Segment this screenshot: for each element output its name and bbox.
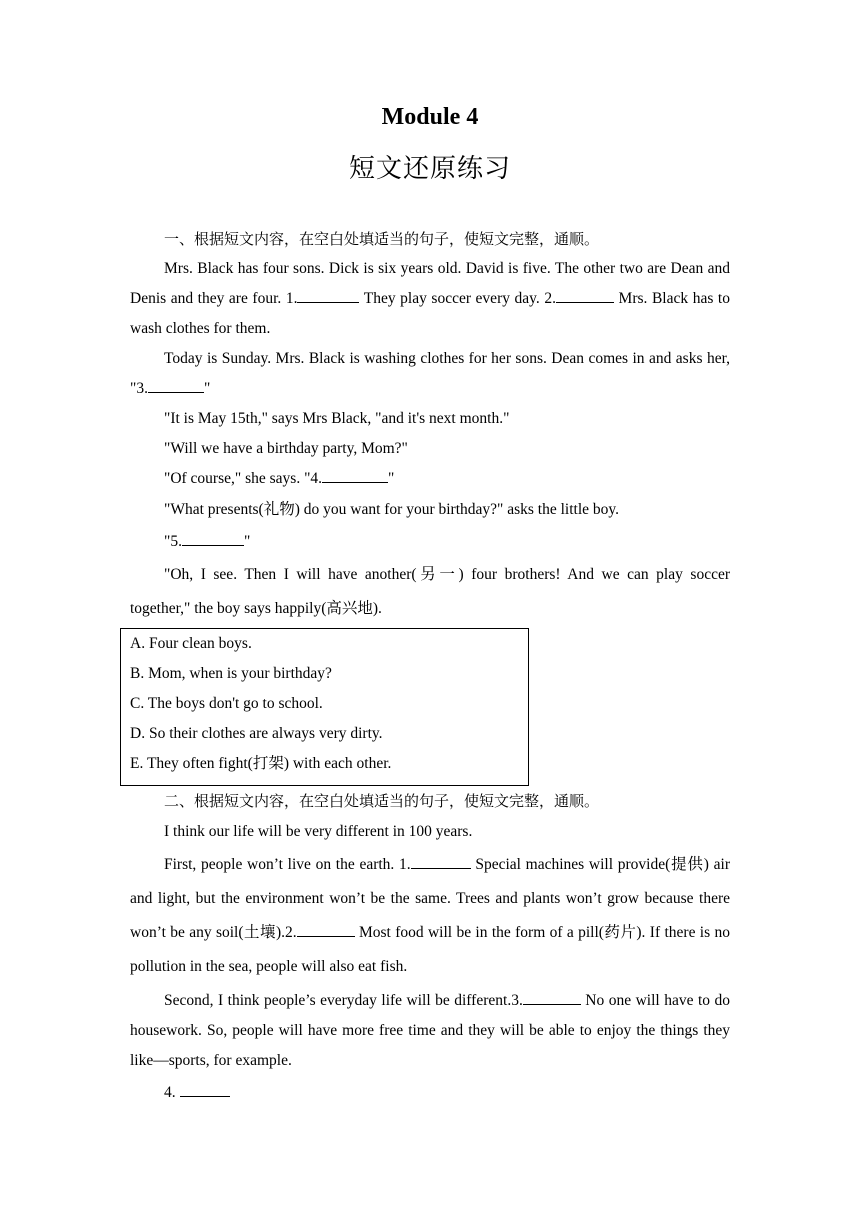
section2-paragraph-2: First, people won’t live on the earth. 1. Special machines will provide(提供) air and light, but the environment won’t be the same. Trees and plants won’t grow because there won’t be any soil(土壤).2. Most food will be in the form of a pill(药片). If there is no pollution in the sea, people will also eat fish.: [130, 848, 730, 984]
section1-paragraph-4: "Will we have a birthday party, Mom?": [164, 440, 408, 457]
answer-blank-s2-2[interactable]: [297, 918, 355, 937]
section1-paragraph-5: "Of course," she says. "4. ": [130, 464, 730, 494]
section1-paragraph-6: "What presents(礼物) do you want for your birthday?" asks the little boy.: [164, 501, 620, 518]
answer-blank-4[interactable]: [322, 464, 388, 483]
section2-paragraph-4: 4.: [130, 1078, 730, 1108]
section1-paragraph-7: "5. ": [130, 526, 730, 558]
option-b: B. Mom, when is your birthday?: [130, 665, 332, 682]
answer-blank-5[interactable]: [182, 527, 244, 546]
section1-paragraph-3: "It is May 15th," says Mrs Black, "and it's next month.": [164, 410, 510, 427]
answer-blank-2[interactable]: [556, 284, 614, 303]
page-subtitle: 短文还原练习: [348, 154, 511, 184]
section2-paragraph-3: Second, I think people’s everyday life will be different.3. No one will have to do housework. So, people will have more free time and they will be able to enjoy the things they like—sports, for example.: [130, 986, 730, 1076]
answer-blank-s2-3[interactable]: [523, 986, 581, 1005]
section1-paragraph-2: Today is Sunday. Mrs. Black is washing clothes for her sons. Dean comes in and asks her, "3. ": [130, 350, 730, 397]
option-c: C. The boys don't go to school.: [130, 695, 323, 712]
document-body: [130, 224, 730, 1108]
section1-paragraph-8: "Oh, I see. Then I will have another(另一) four brothers! And we can play soccer together," the boy says happily(高兴地).: [130, 566, 730, 617]
options-box: [120, 628, 529, 786]
answer-blank-3[interactable]: [148, 374, 204, 393]
answer-blank-s2-1[interactable]: [411, 850, 471, 869]
section1-instruction: 一、根据短文内容，在空白处填适当的句子，使短文完整，通顺。: [164, 230, 600, 248]
option-e: E. They often fight(打架) with each other.: [130, 755, 392, 772]
answer-blank-s2-4[interactable]: [180, 1078, 230, 1097]
page-title: Module 4: [381, 104, 479, 130]
section2-instruction: 二、根据短文内容，在空白处填适当的句子，使短文完整，通顺。: [164, 792, 600, 810]
answer-blank-1[interactable]: [297, 284, 359, 303]
section1-paragraph-1: Mrs. Black has four sons. Dick is six years old. David is five. The other two are Dean and Denis and they are four. 1. They play soccer every day. 2. Mrs. Black has to wash clothes for them.: [130, 260, 730, 337]
section2-paragraph-1: I think our life will be very different in 100 years.: [164, 823, 473, 840]
option-d: D. So their clothes are always very dirty.: [130, 725, 383, 742]
option-a: A. Four clean boys.: [130, 635, 252, 652]
